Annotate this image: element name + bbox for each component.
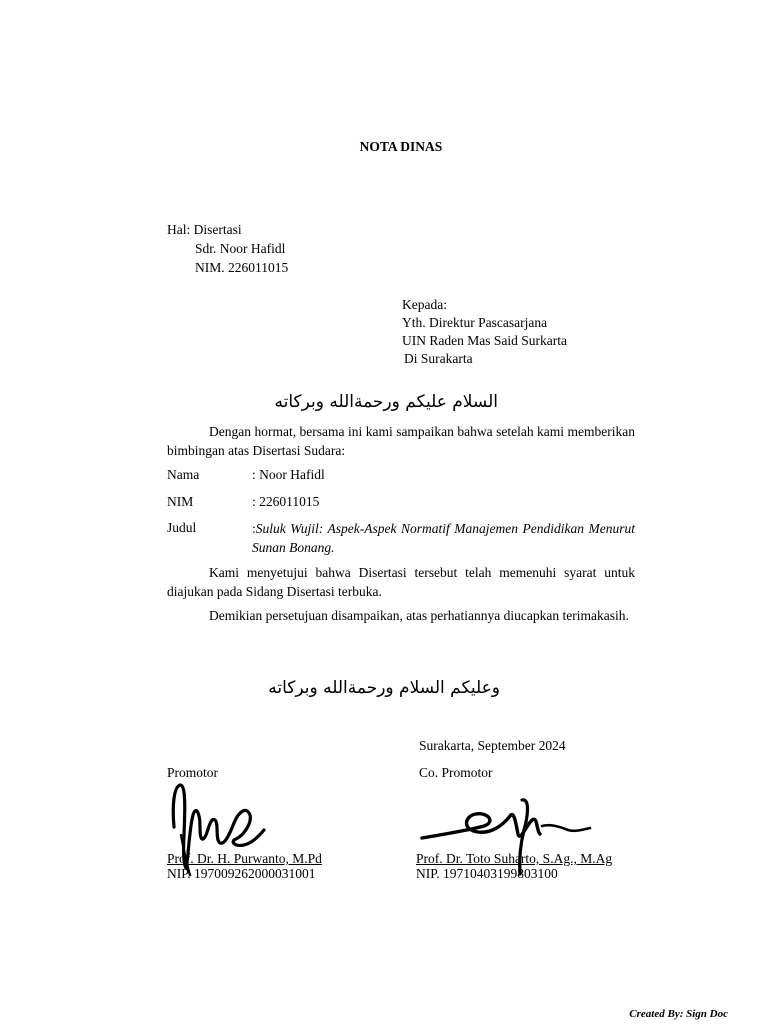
promotor-role: Promotor bbox=[167, 765, 219, 780]
kepada-institution: UIN Raden Mas Said Surkarta bbox=[402, 333, 567, 348]
nama-label: Nama bbox=[167, 467, 200, 482]
nama-value: : Noor Hafidl bbox=[252, 467, 325, 482]
reply-greeting-arabic: وعليكم السلام ورحمةالله وبركاته bbox=[268, 678, 500, 698]
kepada-label: Kepada: bbox=[402, 297, 447, 312]
greeting-arabic: السلام عليكم ورحمةالله وبركاته bbox=[274, 392, 498, 412]
closing-paragraph: Demikian persetujuan disampaikan, atas perhatiannya diucapkan terimakasih. bbox=[209, 608, 629, 623]
place-date: Surakarta, September 2024 bbox=[419, 738, 566, 753]
judul-colon: : bbox=[252, 521, 256, 536]
kepada-city: Di Surakarta bbox=[404, 351, 473, 366]
kepada-recipient: Yth. Direktur Pascasarjana bbox=[402, 315, 548, 330]
co-promotor-name: Prof. Dr. Toto Suharto, S.Ag., M.Ag bbox=[416, 851, 613, 866]
agreement-paragraph: Kami menyetujui bahwa Disertasi tersebut telah memenuhi syarat untuk diajukan pada Sidang Disertasi terbuka. bbox=[167, 565, 635, 599]
hal-nim: NIM. 226011015 bbox=[195, 260, 289, 275]
promotor-nip: NIP. 197009262000031001 bbox=[167, 866, 316, 881]
intro-paragraph: Dengan hormat, bersama ini kami sampaikan bahwa setelah kami memberikan bimbingan atas Disertasi Sudara: bbox=[167, 424, 635, 458]
nim-value: : 226011015 bbox=[252, 494, 320, 509]
co-promotor-nip: NIP. 19710403199803100 bbox=[416, 866, 558, 881]
promotor-name: Prof. Dr. H. Purwanto, M.Pd bbox=[167, 851, 322, 866]
promotor-signature bbox=[160, 775, 280, 880]
co-promotor-role: Co. Promotor bbox=[419, 765, 493, 780]
judul-value bbox=[252, 520, 635, 557]
judul-label: Judul bbox=[167, 520, 197, 535]
nim-label: NIM bbox=[167, 494, 194, 509]
judul-text: Suluk Wujil: Aspek-Aspek Normatif Manajemen Pendidikan Menurut Sunan Bonang. bbox=[252, 521, 635, 555]
footer-created-by: Created By: Sign Doc bbox=[629, 1008, 728, 1020]
page-title: NOTA DINAS bbox=[359, 139, 443, 154]
hal-name: Sdr. Noor Hafidl bbox=[195, 241, 286, 256]
hal-line: Hal: Disertasi bbox=[167, 222, 242, 237]
co-promotor-signature bbox=[418, 790, 593, 880]
